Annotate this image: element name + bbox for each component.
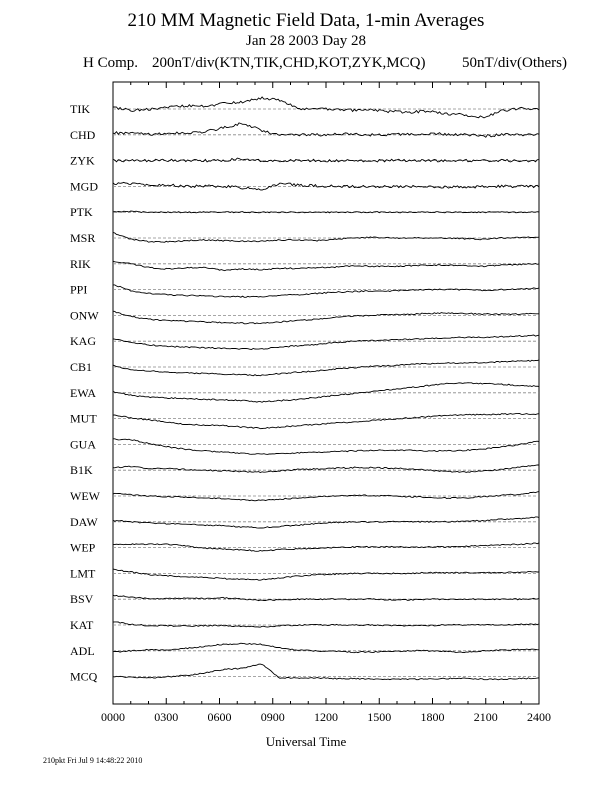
station-label-msr: MSR	[70, 231, 96, 245]
station-label-b1k: B1K	[70, 463, 93, 478]
x-tick-label: 0600	[207, 710, 232, 724]
station-label-ptk: PTK	[70, 205, 93, 220]
station-label-cb1: CB1	[70, 360, 93, 374]
series-line-daw	[113, 517, 539, 528]
station-label-daw: DAW	[70, 514, 98, 529]
station-label-chd: CHD	[70, 127, 96, 142]
series-line-gua	[113, 439, 539, 455]
x-tick-label: 2100	[473, 710, 498, 724]
series-line-wep	[113, 543, 539, 552]
x-axis-label: Universal Time	[265, 734, 347, 749]
scale-secondary: 50nT/div(Others)	[462, 55, 567, 71]
series-line-ppi	[113, 285, 539, 297]
station-label-mgd: MGD	[70, 179, 99, 194]
station-label-adl: ADL	[70, 643, 95, 658]
station-traces	[113, 97, 539, 680]
date-line: Jan 28 2003 Day 28	[246, 33, 366, 49]
series-line-adl	[113, 643, 539, 653]
series-line-lmt	[113, 569, 539, 580]
series-line-bsv	[113, 595, 539, 600]
station-label-onw: ONW	[70, 308, 99, 323]
x-tick-label: 1800	[420, 710, 445, 724]
station-label-ewa: EWA	[70, 385, 96, 400]
station-label-gua: GUA	[70, 437, 96, 452]
footer-timestamp: 210pkt Fri Jul 9 14:48:22 2010	[43, 756, 143, 765]
station-label-wew: WEW	[70, 489, 100, 503]
x-tick-label: 1200	[314, 710, 338, 724]
series-line-onw	[113, 311, 539, 324]
series-line-rik	[113, 261, 539, 271]
station-label-wep: WEP	[70, 540, 96, 555]
x-tick-label: 0900	[260, 710, 285, 724]
station-label-ppi: PPI	[70, 282, 88, 297]
x-tick-label: 0300	[154, 710, 179, 724]
x-axis-ticks	[101, 710, 551, 724]
chart-title: 210 MM Magnetic Field Data, 1-min Averages	[127, 10, 485, 31]
station-label-mcq: MCQ	[70, 669, 98, 684]
station-label-bsv: BSV	[70, 592, 94, 607]
series-line-kag	[113, 335, 539, 350]
series-line-mut	[113, 414, 539, 429]
station-label-zyk: ZYK	[70, 153, 95, 168]
series-line-tik	[113, 97, 539, 118]
series-line-msr	[113, 232, 539, 242]
station-baselines	[113, 109, 539, 677]
station-label-mut: MUT	[70, 411, 97, 426]
station-labels	[70, 102, 101, 684]
x-tick-label: 2400	[527, 710, 551, 724]
station-label-lmt: LMT	[70, 566, 96, 581]
series-line-cb1	[113, 360, 539, 376]
component-label: H Comp.	[83, 55, 139, 71]
series-line-zyk	[113, 158, 539, 162]
station-label-kat: KAT	[70, 618, 94, 632]
series-line-kat	[113, 622, 539, 627]
x-tick-label: 1500	[367, 710, 392, 724]
station-label-tik: TIK	[70, 102, 90, 116]
x-tick-label: 0000	[101, 710, 125, 724]
series-line-b1k	[113, 465, 539, 473]
series-line-mcq	[113, 664, 539, 680]
station-label-kag: KAG	[70, 334, 96, 349]
station-label-rik: RIK	[70, 256, 91, 271]
scale-primary: 200nT/div(KTN,TIK,CHD,KOT,ZYK,MCQ)	[152, 55, 426, 71]
